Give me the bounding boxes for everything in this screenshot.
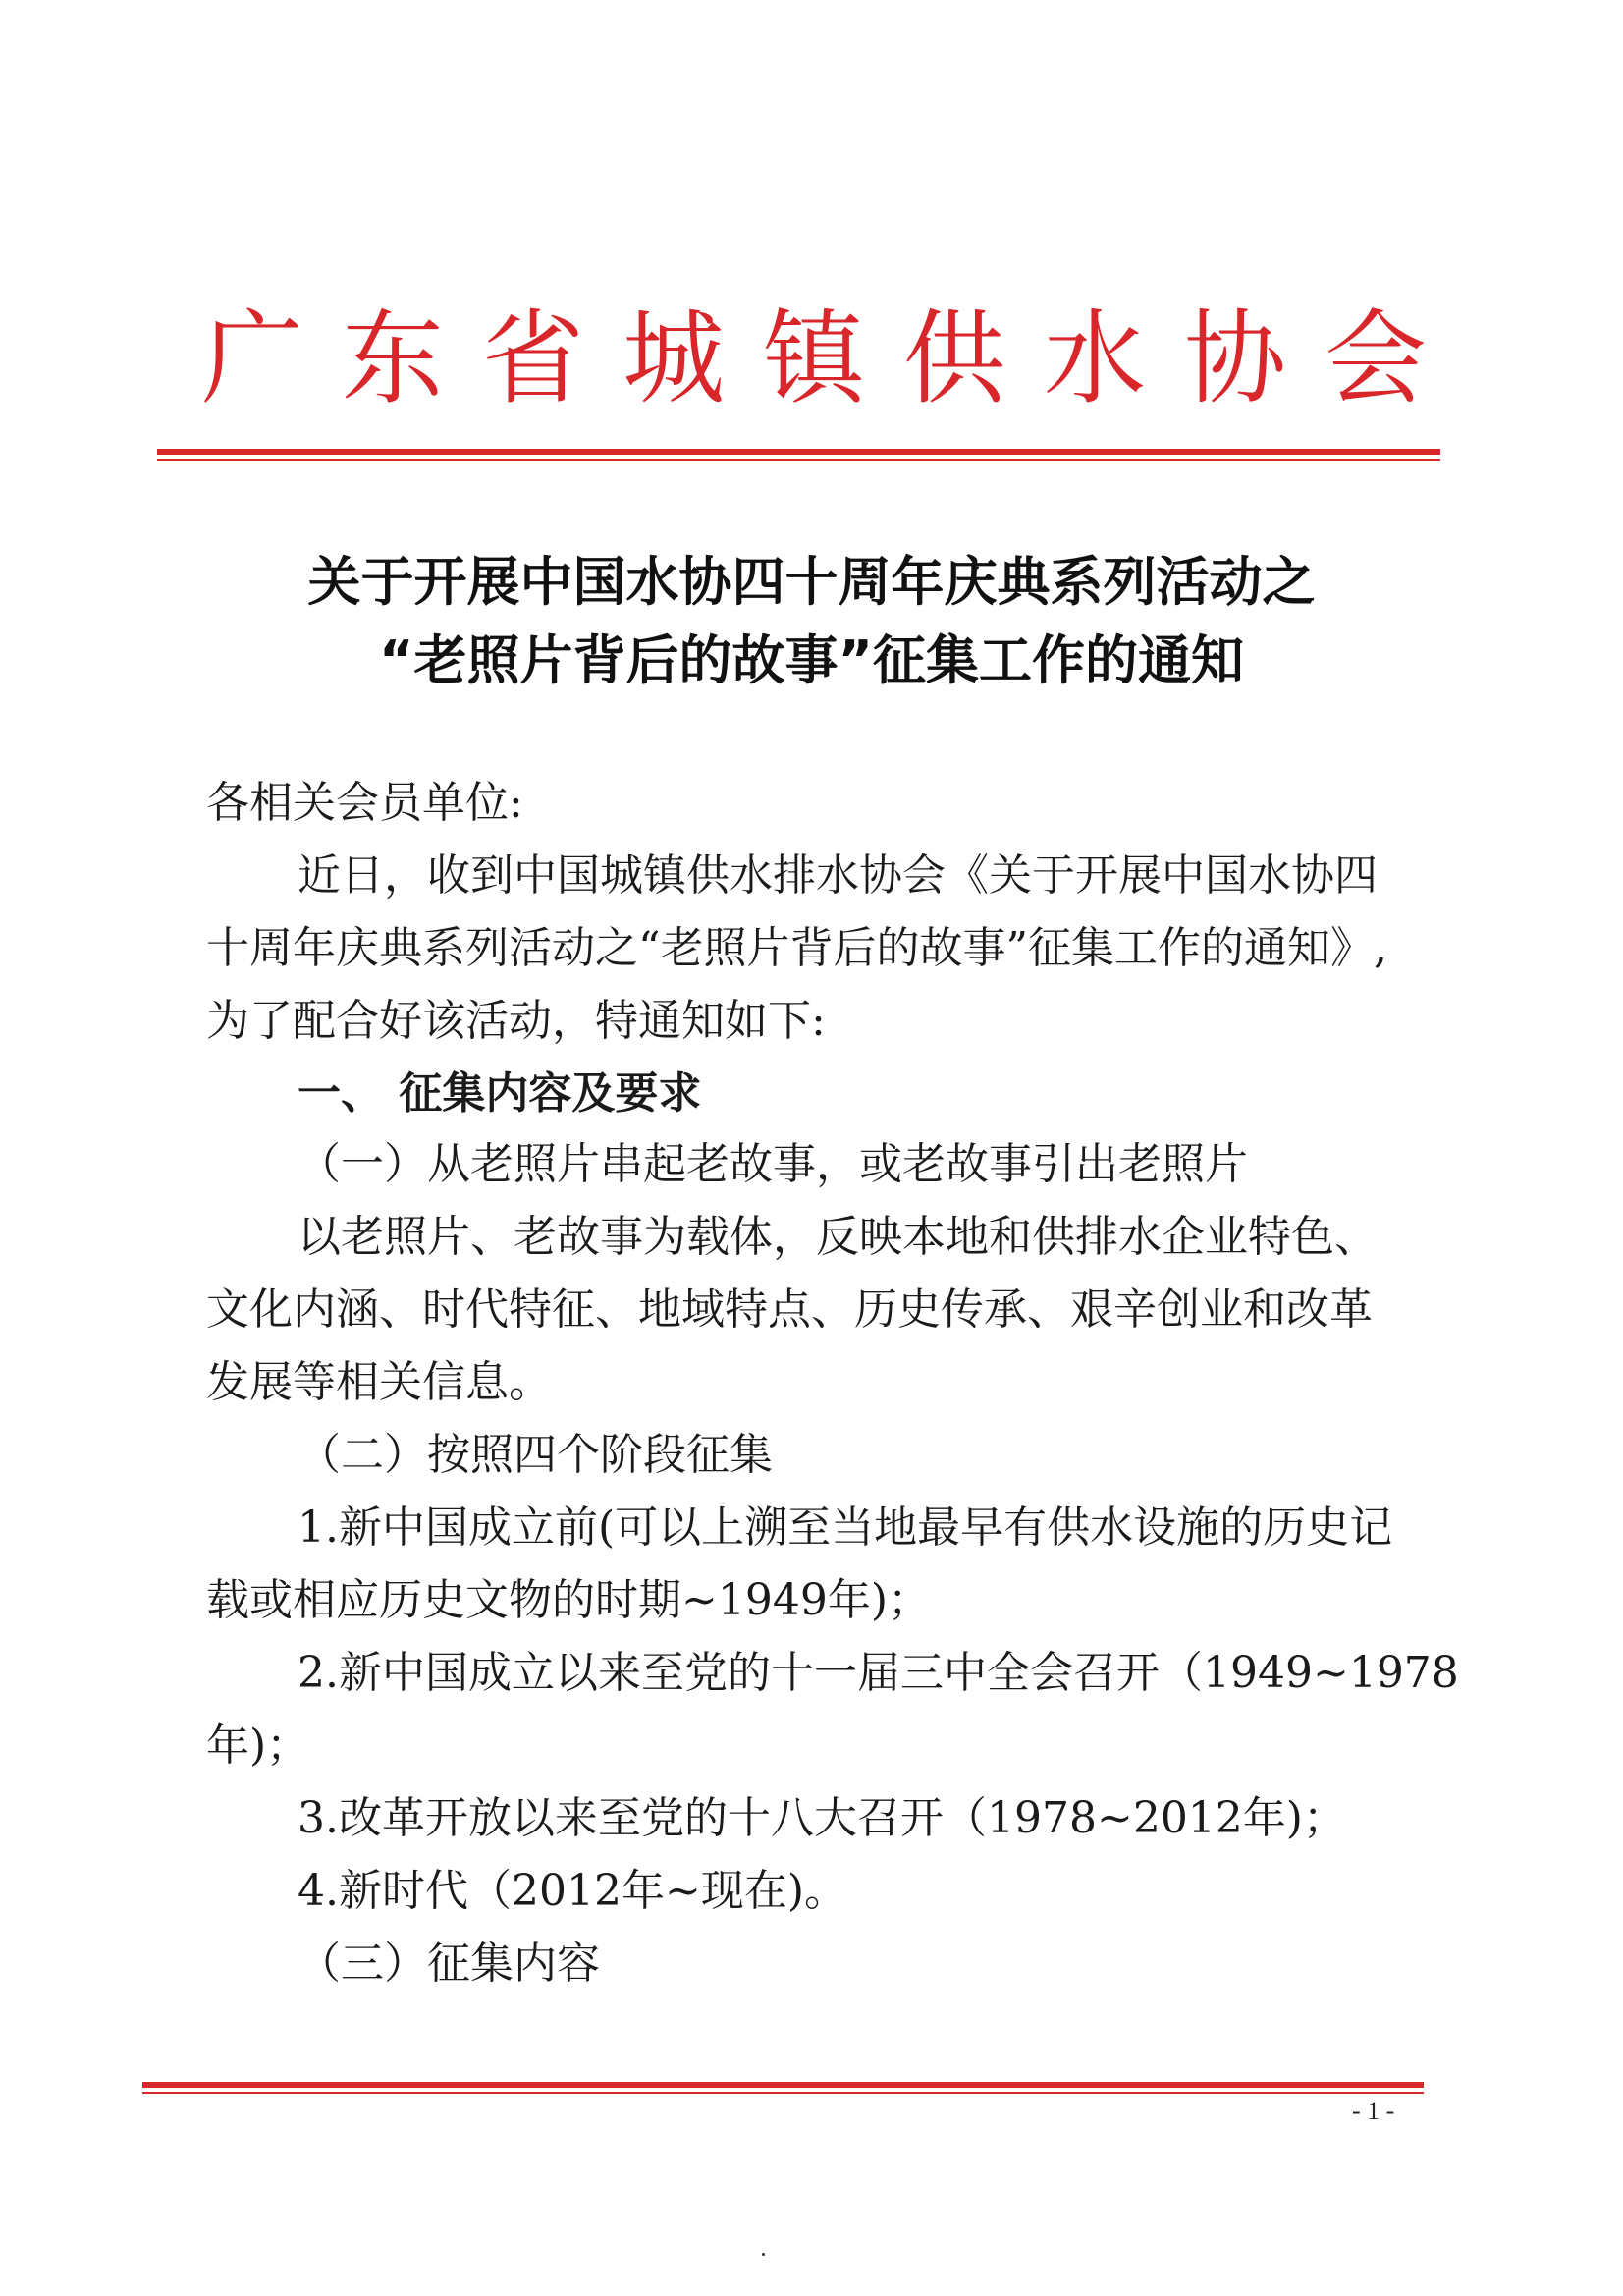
- stage-2-line-1: 2.新中国成立以来至党的十一届三中全会召开（1949~1978: [298, 1648, 1459, 1698]
- subsection-1-body-line-3: 发展等相关信息。: [206, 1357, 552, 1407]
- intro-line-1: 近日，收到中国城镇供水排水协会《关于开展中国水协四: [298, 850, 1378, 901]
- intro-line-2: 十周年庆典系列活动之“老照片背后的故事”征集工作的通知》,: [206, 923, 1387, 973]
- subsection-1-body-line-2: 文化内涵、时代特征、地域特点、历史传承、艰辛创业和改革: [206, 1285, 1373, 1335]
- letterhead-org-name: 广东省城镇供水协会: [201, 299, 1466, 418]
- section-1-heading: 一、 征集内容及要求: [298, 1068, 702, 1119]
- document-title-line-1: 关于开展中国水协四十周年庆典系列活动之: [307, 551, 1316, 613]
- salutation: 各相关会员单位:: [206, 778, 523, 828]
- subsection-1-body-line-1: 以老照片、老故事为载体，反映本地和供排水企业特色、: [298, 1212, 1378, 1262]
- scan-mark: [762, 2253, 765, 2256]
- document-title-line-2: “老照片背后的故事”征集工作的通知: [379, 629, 1244, 691]
- subsection-2-heading: （二）按照四个阶段征集: [298, 1430, 773, 1480]
- stage-4: 4.新时代（2012年~现在)。: [298, 1866, 847, 1916]
- subsection-3-heading: （三）征集内容: [298, 1939, 600, 1989]
- intro-line-3: 为了配合好该活动，特通知如下:: [206, 996, 826, 1046]
- subsection-1-heading: （一）从老照片串起老故事，或老故事引出老照片: [298, 1139, 1248, 1189]
- letterhead-divider: [157, 449, 1440, 461]
- stage-1-line-2: 载或相应历史文物的时期~1949年)；: [206, 1575, 932, 1625]
- page-number: - 1 -: [1352, 2097, 1395, 2125]
- stage-1-line-1: 1.新中国成立前(可以上溯至当地最早有供水设施的历史记: [298, 1503, 1393, 1553]
- stage-2-line-2: 年)；: [206, 1721, 310, 1771]
- stage-3: 3.改革开放以来至党的十八大召开（1978~2012年)；: [298, 1793, 1346, 1843]
- footer-divider: [142, 2082, 1424, 2094]
